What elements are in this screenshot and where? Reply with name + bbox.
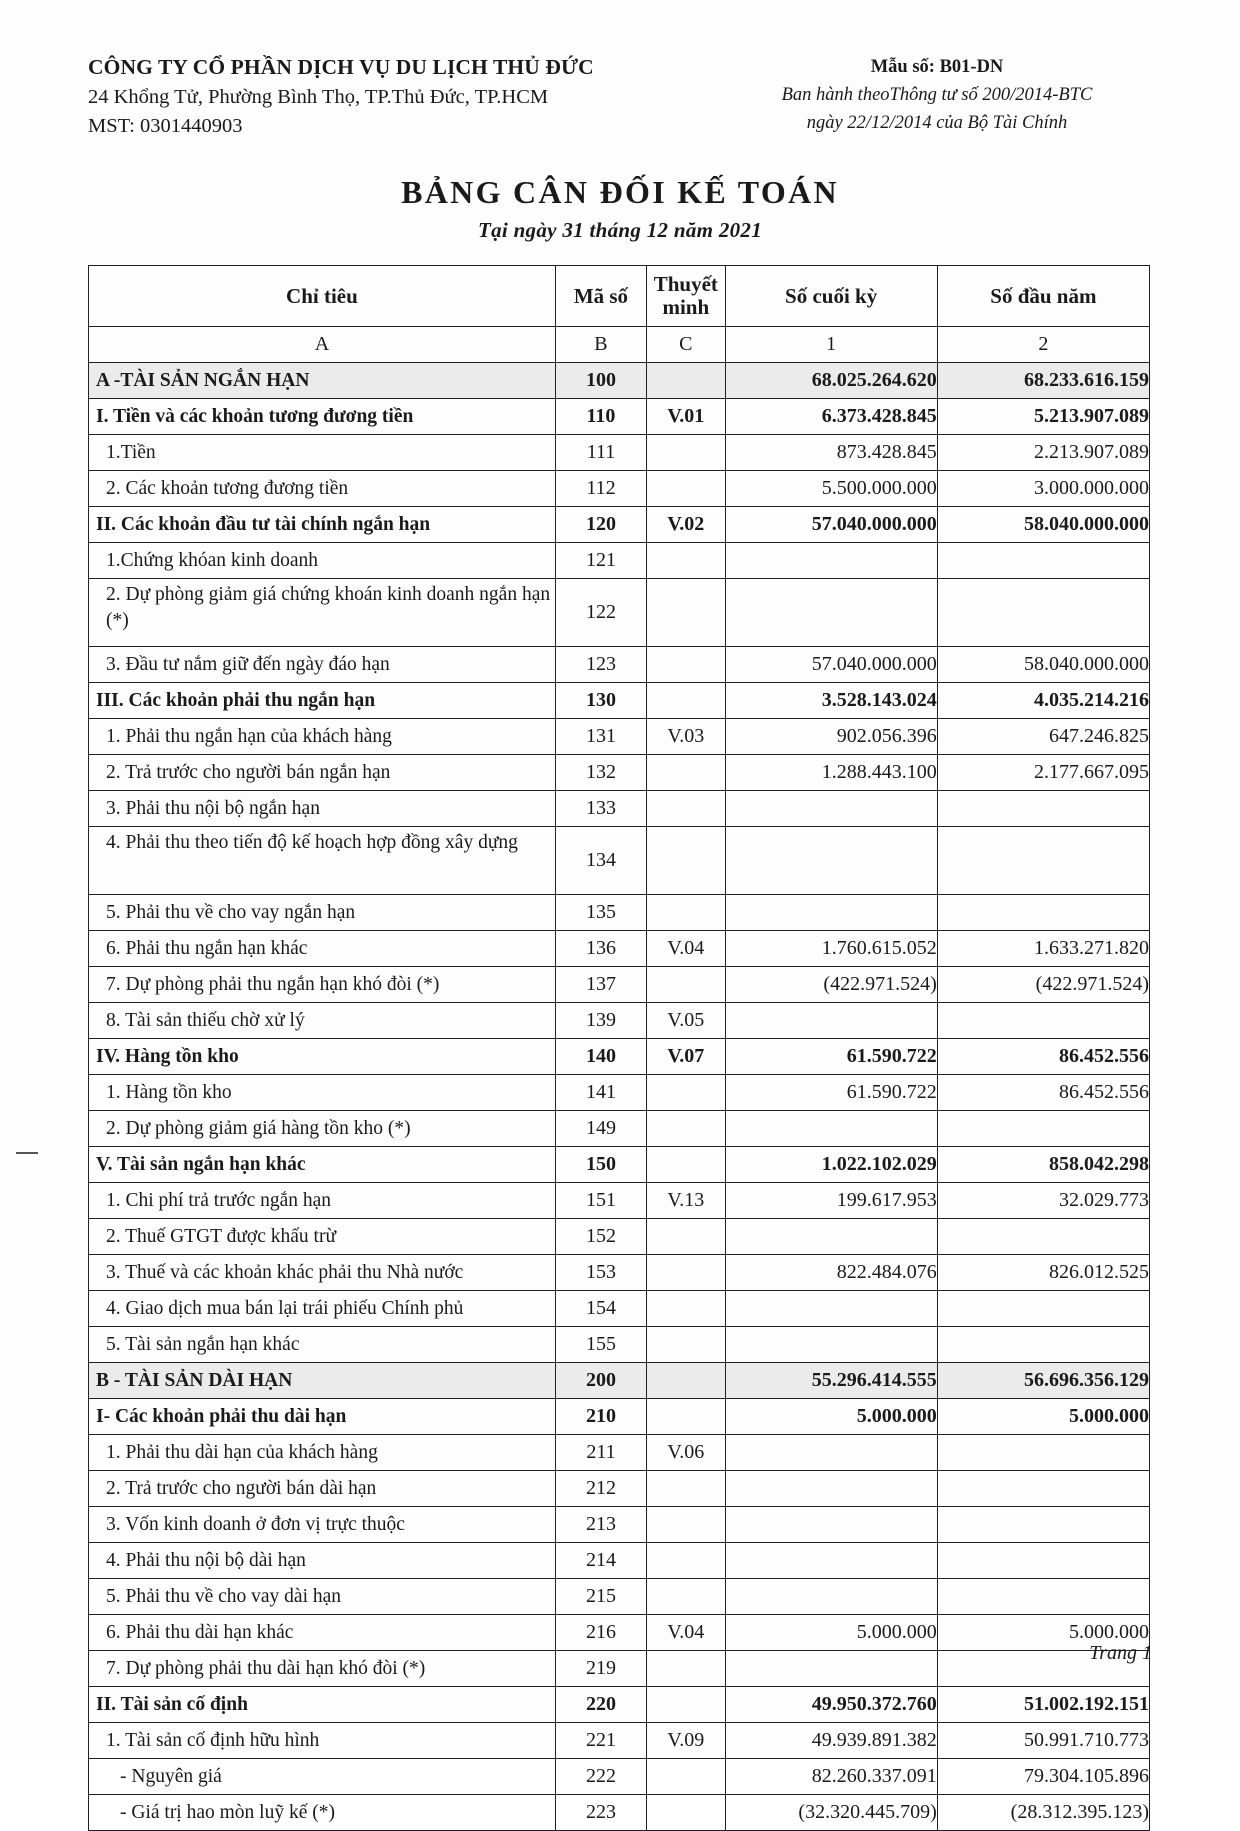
row-indicator-name: 1. Phải thu ngắn hạn của khách hàng xyxy=(89,719,556,755)
row-indicator-name: I. Tiền và các khoản tương đương tiền xyxy=(89,399,556,435)
row-value-begin-year xyxy=(937,827,1149,895)
row-value-begin-year: 56.696.356.129 xyxy=(937,1363,1149,1399)
row-note xyxy=(647,967,726,1003)
page-edge-mark xyxy=(16,1152,38,1154)
table-row xyxy=(89,1291,1150,1327)
table-row xyxy=(89,1003,1150,1039)
company-tax-id: MST: 0301440903 xyxy=(88,115,243,138)
letter-cell-end-period: 1 xyxy=(725,327,937,363)
row-value-begin-year: 79.304.105.896 xyxy=(937,1759,1149,1795)
row-value-begin-year xyxy=(937,1543,1149,1579)
row-note: V.05 xyxy=(647,1003,726,1039)
page-title: BẢNG CÂN ĐỐI KẾ TOÁN xyxy=(401,173,839,210)
row-value-begin-year xyxy=(937,579,1149,647)
row-value-begin-year: 858.042.298 xyxy=(937,1147,1149,1183)
table-row xyxy=(89,1651,1150,1687)
row-indicator-name: 5. Phải thu về cho vay ngắn hạn xyxy=(89,895,556,931)
table-header-row xyxy=(89,266,1150,327)
row-note xyxy=(647,683,726,719)
row-note xyxy=(647,1579,726,1615)
row-value-end-period xyxy=(725,1327,937,1363)
row-indicator-name: 2. Dự phòng giảm giá hàng tồn kho (*) xyxy=(89,1111,556,1147)
table-row xyxy=(89,1219,1150,1255)
row-value-begin-year: 58.040.000.000 xyxy=(937,647,1149,683)
table-row xyxy=(89,1687,1150,1723)
page-subtitle: Tại ngày 31 tháng 12 năm 2021 xyxy=(477,218,763,243)
row-value-end-period: 61.590.722 xyxy=(725,1039,937,1075)
table-row xyxy=(89,363,1150,399)
row-note xyxy=(647,1399,726,1435)
row-code: 154 xyxy=(555,1291,646,1327)
column-header-code: Mã số xyxy=(555,266,646,327)
row-indicator-name: 1. Phải thu dài hạn của khách hàng xyxy=(89,1435,556,1471)
table-row xyxy=(89,755,1150,791)
row-value-end-period: 68.025.264.620 xyxy=(725,363,937,399)
row-value-begin-year xyxy=(937,1327,1149,1363)
column-header-note-line1: Thuyết xyxy=(653,271,718,296)
form-block xyxy=(722,52,1152,137)
row-note xyxy=(647,1543,726,1579)
row-code: 212 xyxy=(555,1471,646,1507)
row-code: 137 xyxy=(555,967,646,1003)
table-row xyxy=(89,1795,1150,1831)
row-value-begin-year xyxy=(937,543,1149,579)
company-block xyxy=(88,52,648,142)
row-value-end-period: 1.288.443.100 xyxy=(725,755,937,791)
table-row xyxy=(89,399,1150,435)
row-indicator-name: 5. Tài sản ngắn hạn khác xyxy=(89,1327,556,1363)
row-indicator-name: 3. Thuế và các khoản khác phải thu Nhà nước xyxy=(89,1255,556,1291)
table-row xyxy=(89,1543,1150,1579)
row-indicator-name: 6. Phải thu dài hạn khác xyxy=(89,1615,556,1651)
row-value-begin-year: 5.000.000 xyxy=(937,1615,1149,1651)
row-indicator-name: I- Các khoản phải thu dài hạn xyxy=(89,1399,556,1435)
row-code: 152 xyxy=(555,1219,646,1255)
letter-cell-code: B xyxy=(555,327,646,363)
row-value-end-period xyxy=(725,579,937,647)
row-indicator-name: 7. Dự phòng phải thu ngắn hạn khó đòi (*) xyxy=(89,967,556,1003)
row-indicator-name: 1.Tiền xyxy=(89,435,556,471)
row-value-end-period xyxy=(725,1435,937,1471)
column-header-note-line2: minh xyxy=(662,295,710,320)
row-code: 223 xyxy=(555,1795,646,1831)
row-note: V.09 xyxy=(647,1723,726,1759)
row-note xyxy=(647,791,726,827)
row-indicator-name: 3. Phải thu nội bộ ngắn hạn xyxy=(89,791,556,827)
table-row xyxy=(89,827,1150,895)
row-value-end-period: 82.260.337.091 xyxy=(725,1759,937,1795)
row-code: 121 xyxy=(555,543,646,579)
table-row xyxy=(89,579,1150,647)
table-row xyxy=(89,1075,1150,1111)
row-note: V.03 xyxy=(647,719,726,755)
row-value-end-period xyxy=(725,895,937,931)
row-indicator-name: IV. Hàng tồn kho xyxy=(89,1039,556,1075)
row-code: 100 xyxy=(555,363,646,399)
row-value-begin-year: 5.000.000 xyxy=(937,1399,1149,1435)
row-note xyxy=(647,1147,726,1183)
row-indicator-name: 7. Dự phòng phải thu dài hạn khó đòi (*) xyxy=(89,1651,556,1687)
row-note xyxy=(647,827,726,895)
table-row xyxy=(89,1507,1150,1543)
row-value-end-period: 3.528.143.024 xyxy=(725,683,937,719)
row-note xyxy=(647,471,726,507)
table-row xyxy=(89,931,1150,967)
row-value-end-period: 57.040.000.000 xyxy=(725,647,937,683)
row-value-end-period: 49.939.891.382 xyxy=(725,1723,937,1759)
row-code: 213 xyxy=(555,1507,646,1543)
row-code: 149 xyxy=(555,1111,646,1147)
table-row xyxy=(89,471,1150,507)
table-row xyxy=(89,1363,1150,1399)
row-value-begin-year: 4.035.214.216 xyxy=(937,683,1149,719)
row-code: 214 xyxy=(555,1543,646,1579)
table-row xyxy=(89,1183,1150,1219)
row-code: 139 xyxy=(555,1003,646,1039)
row-indicator-name xyxy=(89,1795,556,1831)
row-note xyxy=(647,1687,726,1723)
row-indicator-sublabel: - Nguyên giá xyxy=(120,1766,222,1788)
row-indicator-name: 4. Phải thu nội bộ dài hạn xyxy=(89,1543,556,1579)
table-row xyxy=(89,647,1150,683)
row-indicator-name: 2. Thuế GTGT được khấu trừ xyxy=(89,1219,556,1255)
letter-cell-begin-year: 2 xyxy=(937,327,1149,363)
row-note xyxy=(647,1291,726,1327)
row-code: 136 xyxy=(555,931,646,967)
row-note xyxy=(647,1471,726,1507)
form-issued-line-1: Ban hành theoThông tư số 200/2014-BTC xyxy=(781,84,1093,105)
row-value-end-period: 1.022.102.029 xyxy=(725,1147,937,1183)
row-note xyxy=(647,435,726,471)
row-value-begin-year xyxy=(937,1219,1149,1255)
row-code: 141 xyxy=(555,1075,646,1111)
row-note: V.01 xyxy=(647,399,726,435)
row-value-begin-year xyxy=(937,1579,1149,1615)
row-note xyxy=(647,1759,726,1795)
row-code: 150 xyxy=(555,1147,646,1183)
row-value-end-period xyxy=(725,827,937,895)
table-row xyxy=(89,1579,1150,1615)
row-value-begin-year: 2.177.667.095 xyxy=(937,755,1149,791)
row-value-begin-year: (422.971.524) xyxy=(937,967,1149,1003)
table-row xyxy=(89,1147,1150,1183)
row-code: 153 xyxy=(555,1255,646,1291)
row-value-end-period: 873.428.845 xyxy=(725,435,937,471)
row-value-begin-year: 51.002.192.151 xyxy=(937,1687,1149,1723)
row-value-begin-year xyxy=(937,1291,1149,1327)
row-value-end-period xyxy=(725,1003,937,1039)
row-value-begin-year: 50.991.710.773 xyxy=(937,1723,1149,1759)
row-value-end-period: 1.760.615.052 xyxy=(725,931,937,967)
row-note xyxy=(647,1795,726,1831)
table-row xyxy=(89,895,1150,931)
table-row xyxy=(89,1111,1150,1147)
row-value-begin-year: 68.233.616.159 xyxy=(937,363,1149,399)
column-header-name: Chỉ tiêu xyxy=(89,266,556,327)
table-row xyxy=(89,1399,1150,1435)
row-note: V.04 xyxy=(647,931,726,967)
row-note xyxy=(647,579,726,647)
row-code: 221 xyxy=(555,1723,646,1759)
row-value-end-period: 822.484.076 xyxy=(725,1255,937,1291)
row-note xyxy=(647,755,726,791)
row-value-begin-year: (28.312.395.123) xyxy=(937,1795,1149,1831)
row-value-end-period: (32.320.445.709) xyxy=(725,1795,937,1831)
table-row xyxy=(89,683,1150,719)
row-code: 219 xyxy=(555,1651,646,1687)
row-note xyxy=(647,1507,726,1543)
row-value-end-period xyxy=(725,1507,937,1543)
table-row xyxy=(89,507,1150,543)
row-value-end-period: 61.590.722 xyxy=(725,1075,937,1111)
row-indicator-name: 8. Tài sản thiếu chờ xử lý xyxy=(89,1003,556,1039)
row-value-begin-year: 5.213.907.089 xyxy=(937,399,1149,435)
table-row xyxy=(89,1039,1150,1075)
row-indicator-name xyxy=(89,1759,556,1795)
row-code: 140 xyxy=(555,1039,646,1075)
balance-sheet-table xyxy=(88,265,1150,1831)
row-indicator-name: 2. Các khoản tương đương tiền xyxy=(89,471,556,507)
column-header-end-period: Số cuối kỳ xyxy=(725,266,937,327)
row-indicator-name: 2. Trả trước cho người bán ngắn hạn xyxy=(89,755,556,791)
row-indicator-name: V. Tài sản ngắn hạn khác xyxy=(89,1147,556,1183)
row-note xyxy=(647,363,726,399)
row-note: V.04 xyxy=(647,1615,726,1651)
row-indicator-name: B - TÀI SẢN DÀI HẠN xyxy=(89,1363,556,1399)
row-note xyxy=(647,1111,726,1147)
row-indicator-name: 1. Chi phí trả trước ngắn hạn xyxy=(89,1183,556,1219)
table-row xyxy=(89,1471,1150,1507)
row-indicator-name: 1. Tài sản cố định hữu hình xyxy=(89,1723,556,1759)
table-row xyxy=(89,1723,1150,1759)
row-indicator-name: 6. Phải thu ngắn hạn khác xyxy=(89,931,556,967)
column-header-note xyxy=(647,266,726,327)
row-value-end-period: (422.971.524) xyxy=(725,967,937,1003)
row-value-begin-year: 86.452.556 xyxy=(937,1075,1149,1111)
row-note xyxy=(647,1075,726,1111)
row-code: 216 xyxy=(555,1615,646,1651)
row-code: 215 xyxy=(555,1579,646,1615)
row-note xyxy=(647,1363,726,1399)
row-note xyxy=(647,1219,726,1255)
row-code: 123 xyxy=(555,647,646,683)
row-indicator-name: 4. Giao dịch mua bán lại trái phiếu Chính phủ xyxy=(89,1291,556,1327)
row-indicator-name: 1.Chứng khóan kinh doanh xyxy=(89,543,556,579)
row-value-begin-year xyxy=(937,1471,1149,1507)
form-issued-line-2: ngày 22/12/2014 của Bộ Tài Chính xyxy=(806,112,1068,133)
row-indicator-name: II. Các khoản đầu tư tài chính ngắn hạn xyxy=(89,507,556,543)
company-address: 24 Khổng Tử, Phường Bình Thọ, TP.Thủ Đức, TP.HCM xyxy=(88,85,549,108)
row-code: 133 xyxy=(555,791,646,827)
row-value-end-period: 55.296.414.555 xyxy=(725,1363,937,1399)
row-value-begin-year: 1.633.271.820 xyxy=(937,931,1149,967)
row-indicator-name: 2. Dự phòng giảm giá chứng khoán kinh doanh ngắn hạn (*) xyxy=(89,579,556,647)
row-code: 222 xyxy=(555,1759,646,1795)
row-value-begin-year: 2.213.907.089 xyxy=(937,435,1149,471)
row-code: 135 xyxy=(555,895,646,931)
row-value-end-period: 5.000.000 xyxy=(725,1615,937,1651)
row-note: V.07 xyxy=(647,1039,726,1075)
row-note xyxy=(647,895,726,931)
row-code: 131 xyxy=(555,719,646,755)
row-indicator-name: A -TÀI SẢN NGẮN HẠN xyxy=(89,363,556,399)
table-row xyxy=(89,435,1150,471)
table-letter-row xyxy=(89,327,1150,363)
table-head xyxy=(89,266,1150,363)
row-code: 120 xyxy=(555,507,646,543)
row-value-end-period xyxy=(725,1111,937,1147)
row-value-end-period xyxy=(725,791,937,827)
row-value-end-period xyxy=(725,1291,937,1327)
table-row xyxy=(89,543,1150,579)
row-indicator-name: 3. Vốn kinh doanh ở đơn vị trực thuộc xyxy=(89,1507,556,1543)
page-number: Trang 1 xyxy=(1089,1642,1152,1664)
row-code: 134 xyxy=(555,827,646,895)
row-indicator-name: III. Các khoản phải thu ngắn hạn xyxy=(89,683,556,719)
table-row xyxy=(89,791,1150,827)
row-value-begin-year xyxy=(937,1111,1149,1147)
row-value-begin-year: 32.029.773 xyxy=(937,1183,1149,1219)
row-value-begin-year: 3.000.000.000 xyxy=(937,471,1149,507)
row-indicator-name: 4. Phải thu theo tiến độ kế hoạch hợp đồng xây dựng xyxy=(89,827,556,895)
row-code: 122 xyxy=(555,579,646,647)
row-value-begin-year xyxy=(937,1003,1149,1039)
row-code: 155 xyxy=(555,1327,646,1363)
row-value-end-period xyxy=(725,1651,937,1687)
table-row xyxy=(89,1327,1150,1363)
row-value-end-period xyxy=(725,1471,937,1507)
row-value-end-period: 902.056.396 xyxy=(725,719,937,755)
row-code: 110 xyxy=(555,399,646,435)
row-indicator-name: 2. Trả trước cho người bán dài hạn xyxy=(89,1471,556,1507)
table-body xyxy=(89,363,1150,1831)
row-note: V.06 xyxy=(647,1435,726,1471)
table-row xyxy=(89,1759,1150,1795)
table-row xyxy=(89,967,1150,1003)
row-code: 111 xyxy=(555,435,646,471)
row-indicator-name: 3. Đầu tư nắm giữ đến ngày đáo hạn xyxy=(89,647,556,683)
letter-cell-name: A xyxy=(89,327,556,363)
row-note xyxy=(647,543,726,579)
table-row xyxy=(89,1435,1150,1471)
row-value-begin-year: 58.040.000.000 xyxy=(937,507,1149,543)
row-value-end-period: 6.373.428.845 xyxy=(725,399,937,435)
title-block xyxy=(88,174,1152,244)
table-row xyxy=(89,1255,1150,1291)
row-code: 211 xyxy=(555,1435,646,1471)
row-value-begin-year: 647.246.825 xyxy=(937,719,1149,755)
row-value-end-period: 57.040.000.000 xyxy=(725,507,937,543)
row-value-begin-year xyxy=(937,895,1149,931)
row-value-end-period xyxy=(725,1543,937,1579)
row-code: 210 xyxy=(555,1399,646,1435)
row-note xyxy=(647,1651,726,1687)
row-value-begin-year xyxy=(937,1435,1149,1471)
row-value-begin-year xyxy=(937,791,1149,827)
column-header-begin-year: Số đầu năm xyxy=(937,266,1149,327)
row-code: 151 xyxy=(555,1183,646,1219)
row-code: 132 xyxy=(555,755,646,791)
row-value-begin-year xyxy=(937,1507,1149,1543)
document-header xyxy=(88,52,1152,142)
company-name: CÔNG TY CỔ PHẦN DỊCH VỤ DU LỊCH THỦ ĐỨC xyxy=(88,55,594,79)
row-value-end-period: 199.617.953 xyxy=(725,1183,937,1219)
row-code: 130 xyxy=(555,683,646,719)
letter-cell-note: C xyxy=(647,327,726,363)
row-value-end-period: 5.000.000 xyxy=(725,1399,937,1435)
table-row xyxy=(89,719,1150,755)
row-indicator-sublabel: - Giá trị hao mòn luỹ kế (*) xyxy=(120,1802,335,1824)
row-value-end-period xyxy=(725,1579,937,1615)
row-note xyxy=(647,647,726,683)
row-code: 200 xyxy=(555,1363,646,1399)
row-note: V.13 xyxy=(647,1183,726,1219)
row-note xyxy=(647,1327,726,1363)
row-code: 112 xyxy=(555,471,646,507)
row-indicator-name: II. Tài sản cố định xyxy=(89,1687,556,1723)
row-value-end-period: 49.950.372.760 xyxy=(725,1687,937,1723)
row-code: 220 xyxy=(555,1687,646,1723)
row-value-end-period: 5.500.000.000 xyxy=(725,471,937,507)
row-note xyxy=(647,1255,726,1291)
table-row xyxy=(89,1615,1150,1651)
row-value-end-period xyxy=(725,1219,937,1255)
row-indicator-name: 1. Hàng tồn kho xyxy=(89,1075,556,1111)
row-indicator-name: 5. Phải thu về cho vay dài hạn xyxy=(89,1579,556,1615)
row-note: V.02 xyxy=(647,507,726,543)
form-number: Mẫu số: B01-DN xyxy=(870,57,1004,77)
row-value-end-period xyxy=(725,543,937,579)
row-value-begin-year: 86.452.556 xyxy=(937,1039,1149,1075)
row-value-begin-year: 826.012.525 xyxy=(937,1255,1149,1291)
